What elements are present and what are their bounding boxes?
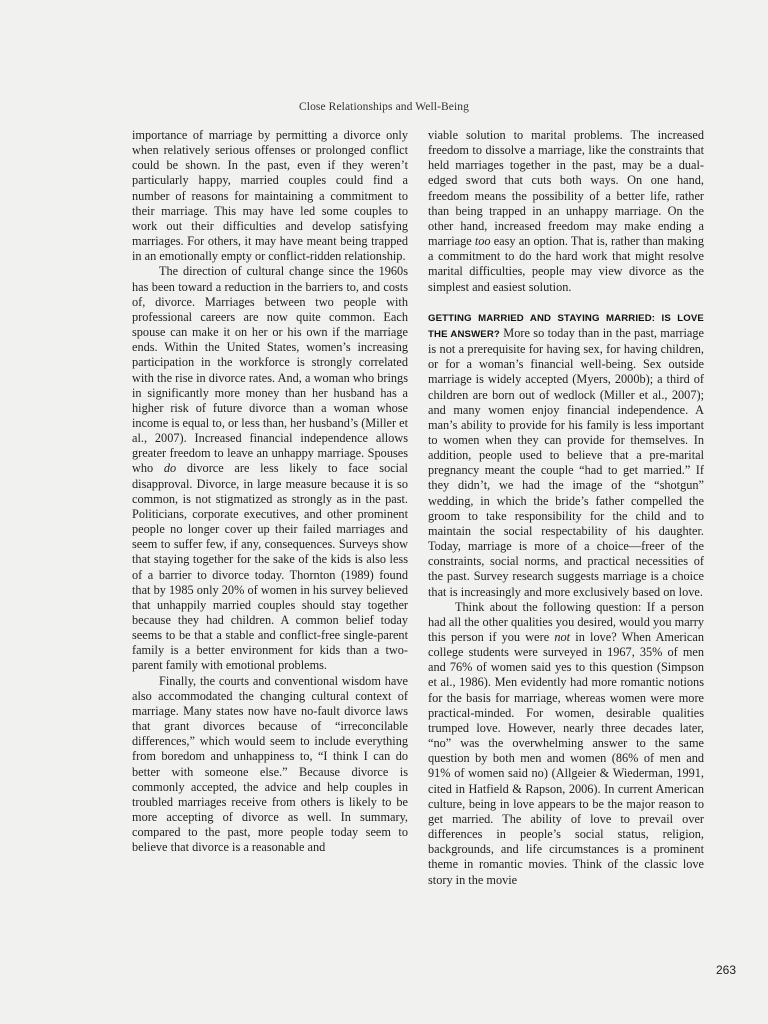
text-run: More so today than in the past, marriage is not a prerequisite for having sex, for having children, or for a woman’s financial well-being. Sex outside marriage is widely accepted (Myers, 2000b); a third of children are born out of wedlock (Miller et al., 2007); and many women enjoy financial independence. A man’s ability to provide for his family is less important to women when they can provide for themselves. In addition, people used to believe that a pre-marital pregnancy meant the couple “had to get married.” If they didn’t, we had the image of the “shotgun” wedding, in which the bride’s father compelled the groom to take responsibility for the child and to maintain the social respectability of his daughter. Today, marriage is more of a choice—freer of the constraints, social norms, and practical necessities of the past. Survey research suggests marriage is a choice that is increasingly and more exclusively based on love. bbox=[428, 325, 704, 599]
emphasis: do bbox=[163, 461, 177, 476]
emphasis: not bbox=[554, 630, 571, 644]
emphasis: too bbox=[474, 234, 491, 249]
paragraph-survey-question bbox=[428, 600, 704, 888]
section-heading: GETTING MARRIED AND STAYING MARRIED: IS LOVE THE ANSWER? bbox=[428, 312, 704, 340]
text-run: Think about the following question: If a person had all the other qualities you desired, would you marry this person if you were bbox=[428, 599, 704, 644]
paragraph-dual-edged-sword bbox=[428, 128, 704, 295]
text-run: viable solution to marital problems. The increased freedom to dissolve a marriage, like the constraints that held marriages together in the past, may be a dual-edged sword that cuts both ways. On one hand, freedom means the possibility of a better life, rather than being trapped in an unhappy marriage. On the other hand, increased freedom may make ending a marriage bbox=[428, 128, 704, 249]
section-spacer bbox=[428, 295, 704, 310]
page-number: 263 bbox=[715, 963, 736, 977]
text-run: The direction of cultural change since the 1960s has been toward a reduction in the barriers to, and costs of, divorce. Marriages between two people with professional careers are now quite common. Each spouse can make it on her or his own if the marriage ends. Within the United States, women’s increasing participation in the workforce is strongly correlated with the rise in divorce rates. And, a woman who brings in significantly more money than her husband has a higher risk of future divorce than a woman whose income is equal to, or less than, her husband’s (Miller et al., 2007). Increased financial independence allows greater freedom to leave an unhappy marriage. Spouses who bbox=[132, 264, 408, 476]
text-run: divorce are less likely to face social disapproval. Divorce, in large measure because it is so common, is not stigmatized as strongly as in the past. Politicians, corporate executives, and other prominent people no longer cover up their failed marriages and seem to suffer few, if any, consequences. Surveys show that staying together for the sake of the kids is also less of a barrier to divorce today. Thornton (1989) found that by 1985 only 20% of women in his survey believed that unhappily married couples should stay together because they had children. A common belief today seems to be that a stable and conflict-free single-parent family is a better environment for kids than a two-parent family with emotional problems. bbox=[132, 461, 408, 673]
running-header: Close Relationships and Well-Being bbox=[299, 101, 469, 113]
text-run: easy an option. That is, rather than making a commitment to do the hard work that might resolve marital difficulties, people may view divorce as the simplest and easiest solution. bbox=[428, 234, 704, 294]
paragraph-love-answer bbox=[428, 310, 704, 600]
paragraph-barriers-past: importance of marriage by permitting a divorce only when relatively serious offenses or prolonged conflict could be shown. In the past, even if they weren’t particularly happy, married couples could find a number of reasons for maintaining a commitment to their marriage. This may have led some couples to work out their difficulties and develop satisfying marriages. For others, it may have meant being trapped in an emotionally empty or conflict-ridden relationship. bbox=[132, 128, 408, 264]
right-column bbox=[428, 128, 704, 888]
text-run: in love? When American college students were surveyed in 1967, 35% of men and 76% of women said yes to this question (Simpson et al., 1986). Men evidently had more romantic notions for the basis for marriage, whereas women were more practical-minded. For women, desirable qualities trumped love. However, nearly three decades later, “no” was the overwhelming answer to the same question by both men and women (86% of men and 91% of women said no) (Allgeier & Wiederman, 1991, cited in Hatfield & Rapson, 2006). In current American culture, being in love appears to be the major reason to get married. The ability of love to prevail over differences in people’s social status, religion, backgrounds, and life circumstances is a prominent theme in romantic movies. Think of the classic love story in the movie bbox=[428, 630, 704, 887]
left-column bbox=[132, 128, 408, 856]
paragraph-cultural-change bbox=[132, 264, 408, 673]
paragraph-courts-wisdom: Finally, the courts and conventional wisdom have also accommodated the changing cultural context of marriage. Many states now have no-fault divorce laws that grant divorces because of “irreconcilable differences,” which would seem to include everything from boredom and unhappiness to, “I think I can do better with someone else.” Because divorce is commonly accepted, the advice and help couples in troubled marriages receive from others is likely to be more accepting of divorce as well. In summary, compared to the past, more people today seem to believe that divorce is a reasonable and bbox=[132, 673, 408, 855]
